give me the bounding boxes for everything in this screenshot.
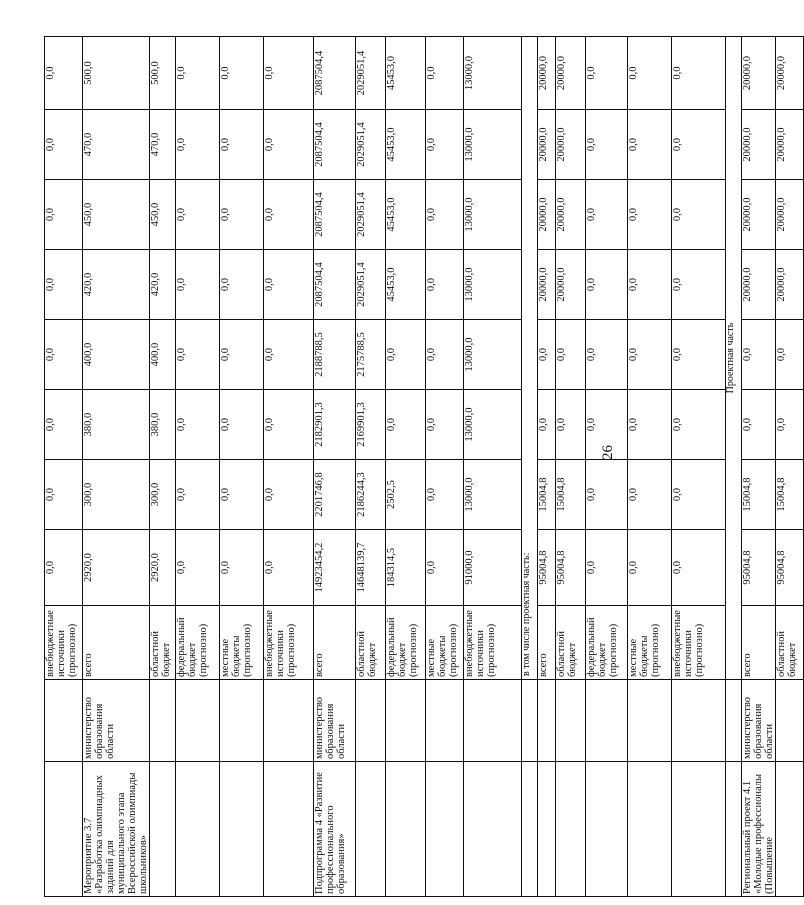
amount-cell: 0,0	[426, 530, 464, 606]
responsible-cell	[426, 680, 464, 762]
funding-source-cell: областной бюджет	[556, 606, 586, 680]
responsible-cell	[776, 680, 804, 762]
table-row	[176, 37, 220, 897]
amount-cell: 2169901,3	[356, 390, 386, 460]
funding-source-cell: всего	[742, 606, 776, 680]
table-row	[556, 37, 586, 897]
responsible-cell	[586, 680, 628, 762]
amount-cell: 0,0	[264, 37, 314, 110]
table-row	[776, 37, 804, 897]
amount-cell: 20000,0	[742, 250, 776, 320]
amount-cell: 0,0	[672, 250, 726, 320]
funding-source-cell: всего	[538, 606, 556, 680]
amount-cell: 0,0	[45, 460, 83, 530]
amount-cell: 300,0	[83, 460, 150, 530]
amount-cell: 0,0	[264, 530, 314, 606]
program-name-cell	[776, 762, 804, 897]
amount-cell: 20000,0	[556, 110, 586, 180]
amount-cell: 0,0	[45, 110, 83, 180]
responsible-cell: министерство образования области	[83, 680, 150, 762]
table-row	[586, 37, 628, 897]
empty-cell	[726, 762, 742, 897]
table-row	[522, 37, 538, 897]
amount-cell: 20000,0	[742, 37, 776, 110]
program-name-cell	[426, 762, 464, 897]
amount-cell: 470,0	[83, 110, 150, 180]
table-row	[386, 37, 426, 897]
amount-cell: 2186244,3	[356, 460, 386, 530]
amount-cell: 20000,0	[538, 180, 556, 250]
responsible-cell	[264, 680, 314, 762]
amount-cell: 13000,0	[464, 250, 522, 320]
amount-cell: 0,0	[176, 110, 220, 180]
amount-cell: 2029051,4	[356, 110, 386, 180]
program-name-cell	[628, 762, 672, 897]
amount-cell: 2502,5	[386, 460, 426, 530]
amount-cell: 0,0	[628, 180, 672, 250]
amount-cell: 0,0	[538, 390, 556, 460]
empty-cell	[522, 680, 538, 762]
amount-cell: 13000,0	[464, 320, 522, 390]
responsible-cell	[672, 680, 726, 762]
amount-cell: 0,0	[176, 320, 220, 390]
responsible-cell	[538, 680, 556, 762]
amount-cell: 0,0	[742, 390, 776, 460]
amount-cell: 20000,0	[538, 250, 556, 320]
amount-cell: 0,0	[176, 390, 220, 460]
amount-cell: 450,0	[83, 180, 150, 250]
amount-cell: 95004,8	[538, 530, 556, 606]
amount-cell: 0,0	[672, 530, 726, 606]
program-name-cell	[464, 762, 522, 897]
funding-source-cell: федеральный бюджет (прогнозно)	[176, 606, 220, 680]
amount-cell: 380,0	[83, 390, 150, 460]
funding-source-cell: всего	[314, 606, 356, 680]
amount-cell: 0,0	[586, 390, 628, 460]
amount-cell: 0,0	[628, 460, 672, 530]
amount-cell: 95004,8	[776, 530, 804, 606]
responsible-cell	[556, 680, 586, 762]
responsible-cell	[150, 680, 176, 762]
amount-cell: 0,0	[628, 37, 672, 110]
amount-cell: 0,0	[628, 110, 672, 180]
program-name-cell	[556, 762, 586, 897]
amount-cell: 184314,5	[386, 530, 426, 606]
amount-cell: 0,0	[220, 460, 264, 530]
amount-cell: 20000,0	[556, 180, 586, 250]
table-row	[426, 37, 464, 897]
amount-cell: 20000,0	[776, 37, 804, 110]
amount-cell: 2188788,5	[314, 320, 356, 390]
amount-cell: 0,0	[45, 320, 83, 390]
amount-cell: 0,0	[176, 530, 220, 606]
funding-source-cell: федеральный бюджет (прогнозно)	[386, 606, 426, 680]
amount-cell: 0,0	[672, 37, 726, 110]
amount-cell: 0,0	[264, 250, 314, 320]
amount-cell: 20000,0	[776, 180, 804, 250]
program-name-cell	[264, 762, 314, 897]
program-name-cell	[150, 762, 176, 897]
program-name-cell: Региональный проект 4.1 «Молодые профессионалы (Повышение	[742, 762, 776, 897]
table-row	[264, 37, 314, 897]
amount-cell: 400,0	[83, 320, 150, 390]
table-row	[672, 37, 726, 897]
amount-cell: 13000,0	[464, 460, 522, 530]
program-name-cell	[356, 762, 386, 897]
amount-cell: 20000,0	[556, 37, 586, 110]
funding-source-cell: местные бюджеты (прогнозно)	[220, 606, 264, 680]
amount-cell: 300,0	[150, 460, 176, 530]
amount-cell: 2087504,4	[314, 180, 356, 250]
amount-cell: 20000,0	[742, 110, 776, 180]
responsible-cell	[45, 680, 83, 762]
amount-cell: 0,0	[220, 180, 264, 250]
project-part-label: в том числе проектная часть:	[522, 37, 538, 680]
amount-cell: 95004,8	[742, 530, 776, 606]
amount-cell: 2087504,4	[314, 250, 356, 320]
amount-cell: 0,0	[426, 250, 464, 320]
amount-cell: 0,0	[776, 320, 804, 390]
amount-cell: 15004,8	[742, 460, 776, 530]
amount-cell: 0,0	[45, 390, 83, 460]
table-row	[538, 37, 556, 897]
funding-source-cell: областной бюджет	[356, 606, 386, 680]
amount-cell: 0,0	[426, 180, 464, 250]
amount-cell: 470,0	[150, 110, 176, 180]
amount-cell: 0,0	[672, 110, 726, 180]
amount-cell: 0,0	[220, 390, 264, 460]
amount-cell: 2182901,3	[314, 390, 356, 460]
responsible-cell	[176, 680, 220, 762]
funding-source-cell: внебюджетные источники (прогнозно)	[464, 606, 522, 680]
amount-cell: 0,0	[426, 390, 464, 460]
amount-cell: 0,0	[264, 320, 314, 390]
responsible-cell	[464, 680, 522, 762]
amount-cell: 20000,0	[556, 250, 586, 320]
amount-cell: 13000,0	[464, 37, 522, 110]
responsible-cell	[628, 680, 672, 762]
funding-source-cell: внебюджетные источники (прогнозно)	[45, 606, 83, 680]
amount-cell: 0,0	[628, 320, 672, 390]
amount-cell: 0,0	[672, 320, 726, 390]
amount-cell: 15004,8	[556, 460, 586, 530]
amount-cell: 0,0	[264, 460, 314, 530]
amount-cell: 15004,8	[538, 460, 556, 530]
amount-cell: 20000,0	[776, 110, 804, 180]
amount-cell: 15004,8	[776, 460, 804, 530]
funding-source-cell: внебюджетные источники (прогнозно)	[264, 606, 314, 680]
amount-cell: 0,0	[426, 460, 464, 530]
project-part-heading: Проектная часть	[726, 37, 742, 680]
amount-cell: 0,0	[426, 110, 464, 180]
financing-table	[44, 36, 804, 897]
program-name-cell	[538, 762, 556, 897]
amount-cell: 450,0	[150, 180, 176, 250]
program-name-cell	[220, 762, 264, 897]
amount-cell: 0,0	[672, 460, 726, 530]
amount-cell: 0,0	[220, 530, 264, 606]
amount-cell: 0,0	[586, 250, 628, 320]
amount-cell: 0,0	[176, 180, 220, 250]
amount-cell: 0,0	[176, 37, 220, 110]
table-row	[356, 37, 386, 897]
amount-cell: 0,0	[672, 390, 726, 460]
amount-cell: 0,0	[556, 390, 586, 460]
funding-source-cell: всего	[83, 606, 150, 680]
amount-cell: 0,0	[220, 250, 264, 320]
amount-cell: 0,0	[556, 320, 586, 390]
program-name-cell	[672, 762, 726, 897]
amount-cell: 500,0	[150, 37, 176, 110]
amount-cell: 0,0	[176, 460, 220, 530]
amount-cell: 13000,0	[464, 390, 522, 460]
amount-cell: 0,0	[586, 320, 628, 390]
amount-cell: 2920,0	[150, 530, 176, 606]
amount-cell: 0,0	[45, 530, 83, 606]
amount-cell: 0,0	[538, 320, 556, 390]
responsible-cell: министерство образования области	[742, 680, 776, 762]
amount-cell: 20000,0	[538, 110, 556, 180]
table-row	[45, 37, 83, 897]
amount-cell: 45453,0	[386, 37, 426, 110]
amount-cell: 20000,0	[776, 250, 804, 320]
amount-cell: 500,0	[83, 37, 150, 110]
program-name-cell: Мероприятие 3.7 «Разработка олимпиадных заданий для муниципального этапа Всероссийской олимпиады школьников»	[83, 762, 150, 897]
amount-cell: 0,0	[776, 390, 804, 460]
amount-cell: 0,0	[45, 250, 83, 320]
amount-cell: 0,0	[220, 110, 264, 180]
funding-source-cell: местные бюджеты (прогнозно)	[426, 606, 464, 680]
amount-cell: 380,0	[150, 390, 176, 460]
amount-cell: 0,0	[586, 530, 628, 606]
amount-cell: 0,0	[586, 460, 628, 530]
program-name-cell: Подпрограмма 4 «Развитие профессионального образования»	[314, 762, 356, 897]
amount-cell: 420,0	[150, 250, 176, 320]
amount-cell: 0,0	[386, 320, 426, 390]
amount-cell: 45453,0	[386, 250, 426, 320]
amount-cell: 0,0	[45, 180, 83, 250]
amount-cell: 0,0	[45, 37, 83, 110]
table-row	[314, 37, 356, 897]
amount-cell: 0,0	[426, 37, 464, 110]
amount-cell: 0,0	[586, 37, 628, 110]
amount-cell: 13000,0	[464, 180, 522, 250]
amount-cell: 2920,0	[83, 530, 150, 606]
amount-cell: 0,0	[586, 110, 628, 180]
program-name-cell	[176, 762, 220, 897]
amount-cell: 95004,8	[556, 530, 586, 606]
amount-cell: 45453,0	[386, 180, 426, 250]
program-name-cell	[45, 762, 83, 897]
table-row	[464, 37, 522, 897]
amount-cell: 400,0	[150, 320, 176, 390]
amount-cell: 91000,0	[464, 530, 522, 606]
funding-source-cell: областной бюджет	[150, 606, 176, 680]
table-row	[83, 37, 150, 897]
funding-source-cell: федеральный бюджет (прогнозно)	[586, 606, 628, 680]
amount-cell: 0,0	[264, 110, 314, 180]
responsible-cell	[220, 680, 264, 762]
empty-cell	[726, 680, 742, 762]
amount-cell: 14648139,7	[356, 530, 386, 606]
amount-cell: 0,0	[628, 390, 672, 460]
program-name-cell	[386, 762, 426, 897]
funding-source-cell: областной бюджет	[776, 606, 804, 680]
funding-source-cell: местные бюджеты (прогнозно)	[628, 606, 672, 680]
amount-cell: 0,0	[386, 390, 426, 460]
table-row	[742, 37, 776, 897]
page-number: 26	[600, 445, 616, 460]
table-row	[628, 37, 672, 897]
responsible-cell	[356, 680, 386, 762]
amount-cell: 2087504,4	[314, 110, 356, 180]
amount-cell: 2175788,5	[356, 320, 386, 390]
amount-cell: 0,0	[264, 390, 314, 460]
amount-cell: 14923454,2	[314, 530, 356, 606]
amount-cell: 2029051,4	[356, 37, 386, 110]
amount-cell: 20000,0	[742, 180, 776, 250]
amount-cell: 0,0	[426, 320, 464, 390]
responsible-cell: министерство образования области	[314, 680, 356, 762]
empty-cell	[522, 762, 538, 897]
table-row	[150, 37, 176, 897]
responsible-cell	[386, 680, 426, 762]
amount-cell: 20000,0	[538, 37, 556, 110]
amount-cell: 0,0	[176, 250, 220, 320]
table-row	[726, 37, 742, 897]
amount-cell: 45453,0	[386, 110, 426, 180]
amount-cell: 0,0	[586, 180, 628, 250]
amount-cell: 2201746,8	[314, 460, 356, 530]
amount-cell: 2029051,4	[356, 250, 386, 320]
amount-cell: 0,0	[220, 37, 264, 110]
amount-cell: 0,0	[220, 320, 264, 390]
amount-cell: 0,0	[672, 180, 726, 250]
amount-cell: 2029051,4	[356, 180, 386, 250]
amount-cell: 13000,0	[464, 110, 522, 180]
amount-cell: 420,0	[83, 250, 150, 320]
program-name-cell	[586, 762, 628, 897]
amount-cell: 0,0	[628, 530, 672, 606]
funding-source-cell: внебюджетные источники (прогнозно)	[672, 606, 726, 680]
table-row	[220, 37, 264, 897]
amount-cell: 2087504,4	[314, 37, 356, 110]
amount-cell: 0,0	[264, 180, 314, 250]
amount-cell: 0,0	[742, 320, 776, 390]
amount-cell: 0,0	[628, 250, 672, 320]
